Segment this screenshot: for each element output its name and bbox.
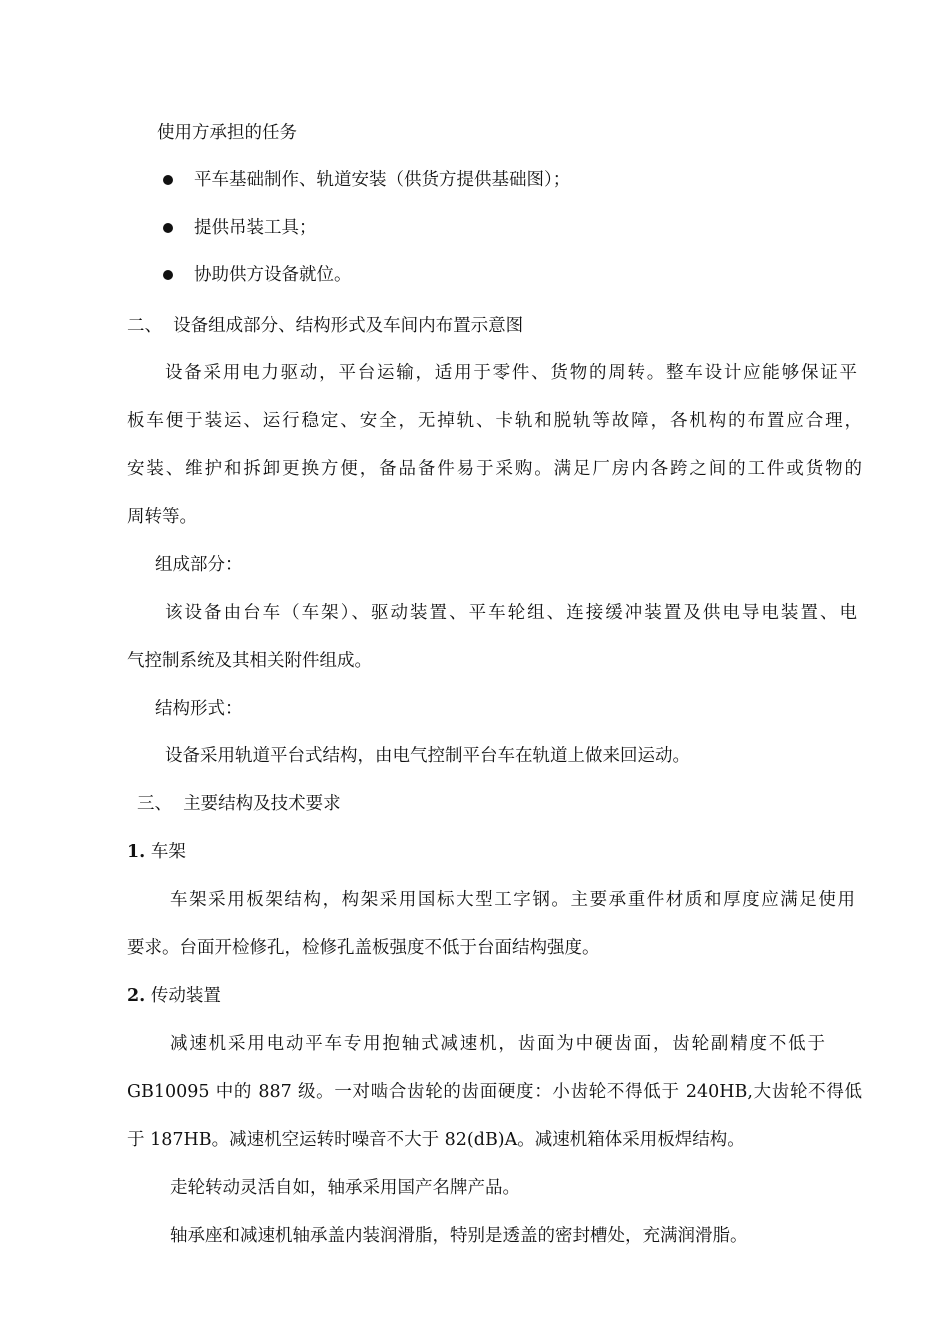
components-label: 组成部分： — [155, 555, 243, 575]
structure-label: 结构形式： — [155, 699, 243, 719]
paragraph-line: 减速机采用电动平车专用抱轴式减速机，齿面为中硬齿面，齿轮副精度不低于 — [170, 1034, 825, 1054]
paragraph-line: 于 187HB。减速机空运转时噪音不大于 82(dB)A。减速机箱体采用板焊结构。 — [127, 1130, 745, 1150]
bullet-icon — [163, 270, 173, 280]
paragraph-line: 车架采用板架结构，构架采用国标大型工字钢。主要承重件材质和厚度应满足使用 — [170, 890, 855, 910]
section-2-heading: 二、 设备组成部分、结构形式及车间内布置示意图 — [127, 316, 524, 336]
item-1-heading — [127, 840, 862, 864]
paragraph-line: 轴承座和减速机轴承盖内装润滑脂，特别是透盖的密封槽处，充满润滑脂。 — [170, 1226, 748, 1246]
item-1-title: 车架 — [150, 842, 186, 862]
paragraph-line: 走轮转动灵活自如，轴承采用国产名牌产品。 — [170, 1178, 520, 1198]
paragraph-line: 该设备由台车（车架）、驱动装置、平车轮组、连接缓冲装置及供电导电装置、电 — [165, 603, 857, 623]
item-2-heading — [127, 984, 862, 1008]
paragraph-line: 板车便于装运、运行稳定、安全，无掉轨、卡轨和脱轨等故障，各机构的布置应合理， — [127, 411, 862, 431]
bullet-icon — [163, 223, 173, 233]
bullet-icon — [163, 175, 173, 185]
paragraph-line: 设备采用轨道平台式结构，由电气控制平台车在轨道上做来回运动。 — [165, 746, 690, 766]
item-2-title: 传动装置 — [150, 986, 221, 1006]
item-2-number: 2. — [127, 986, 146, 1006]
user-task-item: 协助供方设备就位。 — [194, 265, 352, 285]
paragraph-line: 设备采用电力驱动，平台运输，适用于零件、货物的周转。整车设计应能够保证平 — [165, 363, 857, 383]
user-tasks-heading: 使用方承担的任务 — [157, 123, 297, 143]
user-task-item: 平车基础制作、轨道安装（供货方提供基础图）； — [194, 170, 571, 190]
item-1-number: 1. — [127, 842, 146, 862]
paragraph-line: 安装、维护和拆卸更换方便，备品备件易于采购。满足厂房内各跨之间的工件或货物的 — [127, 459, 862, 479]
section-3-heading: 三、 主要结构及技术要求 — [137, 794, 341, 814]
paragraph-line: GB10095 中的 887 级。一对啮合齿轮的齿面硬度：小齿轮不得低于 240HB,大齿轮不得低 — [127, 1082, 862, 1102]
paragraph-line: 气控制系统及其相关附件组成。 — [127, 651, 372, 671]
paragraph-line: 周转等。 — [127, 507, 197, 527]
paragraph-line: 要求。台面开检修孔，检修孔盖板强度不低于台面结构强度。 — [127, 938, 600, 958]
user-task-item: 提供吊装工具； — [194, 218, 317, 238]
